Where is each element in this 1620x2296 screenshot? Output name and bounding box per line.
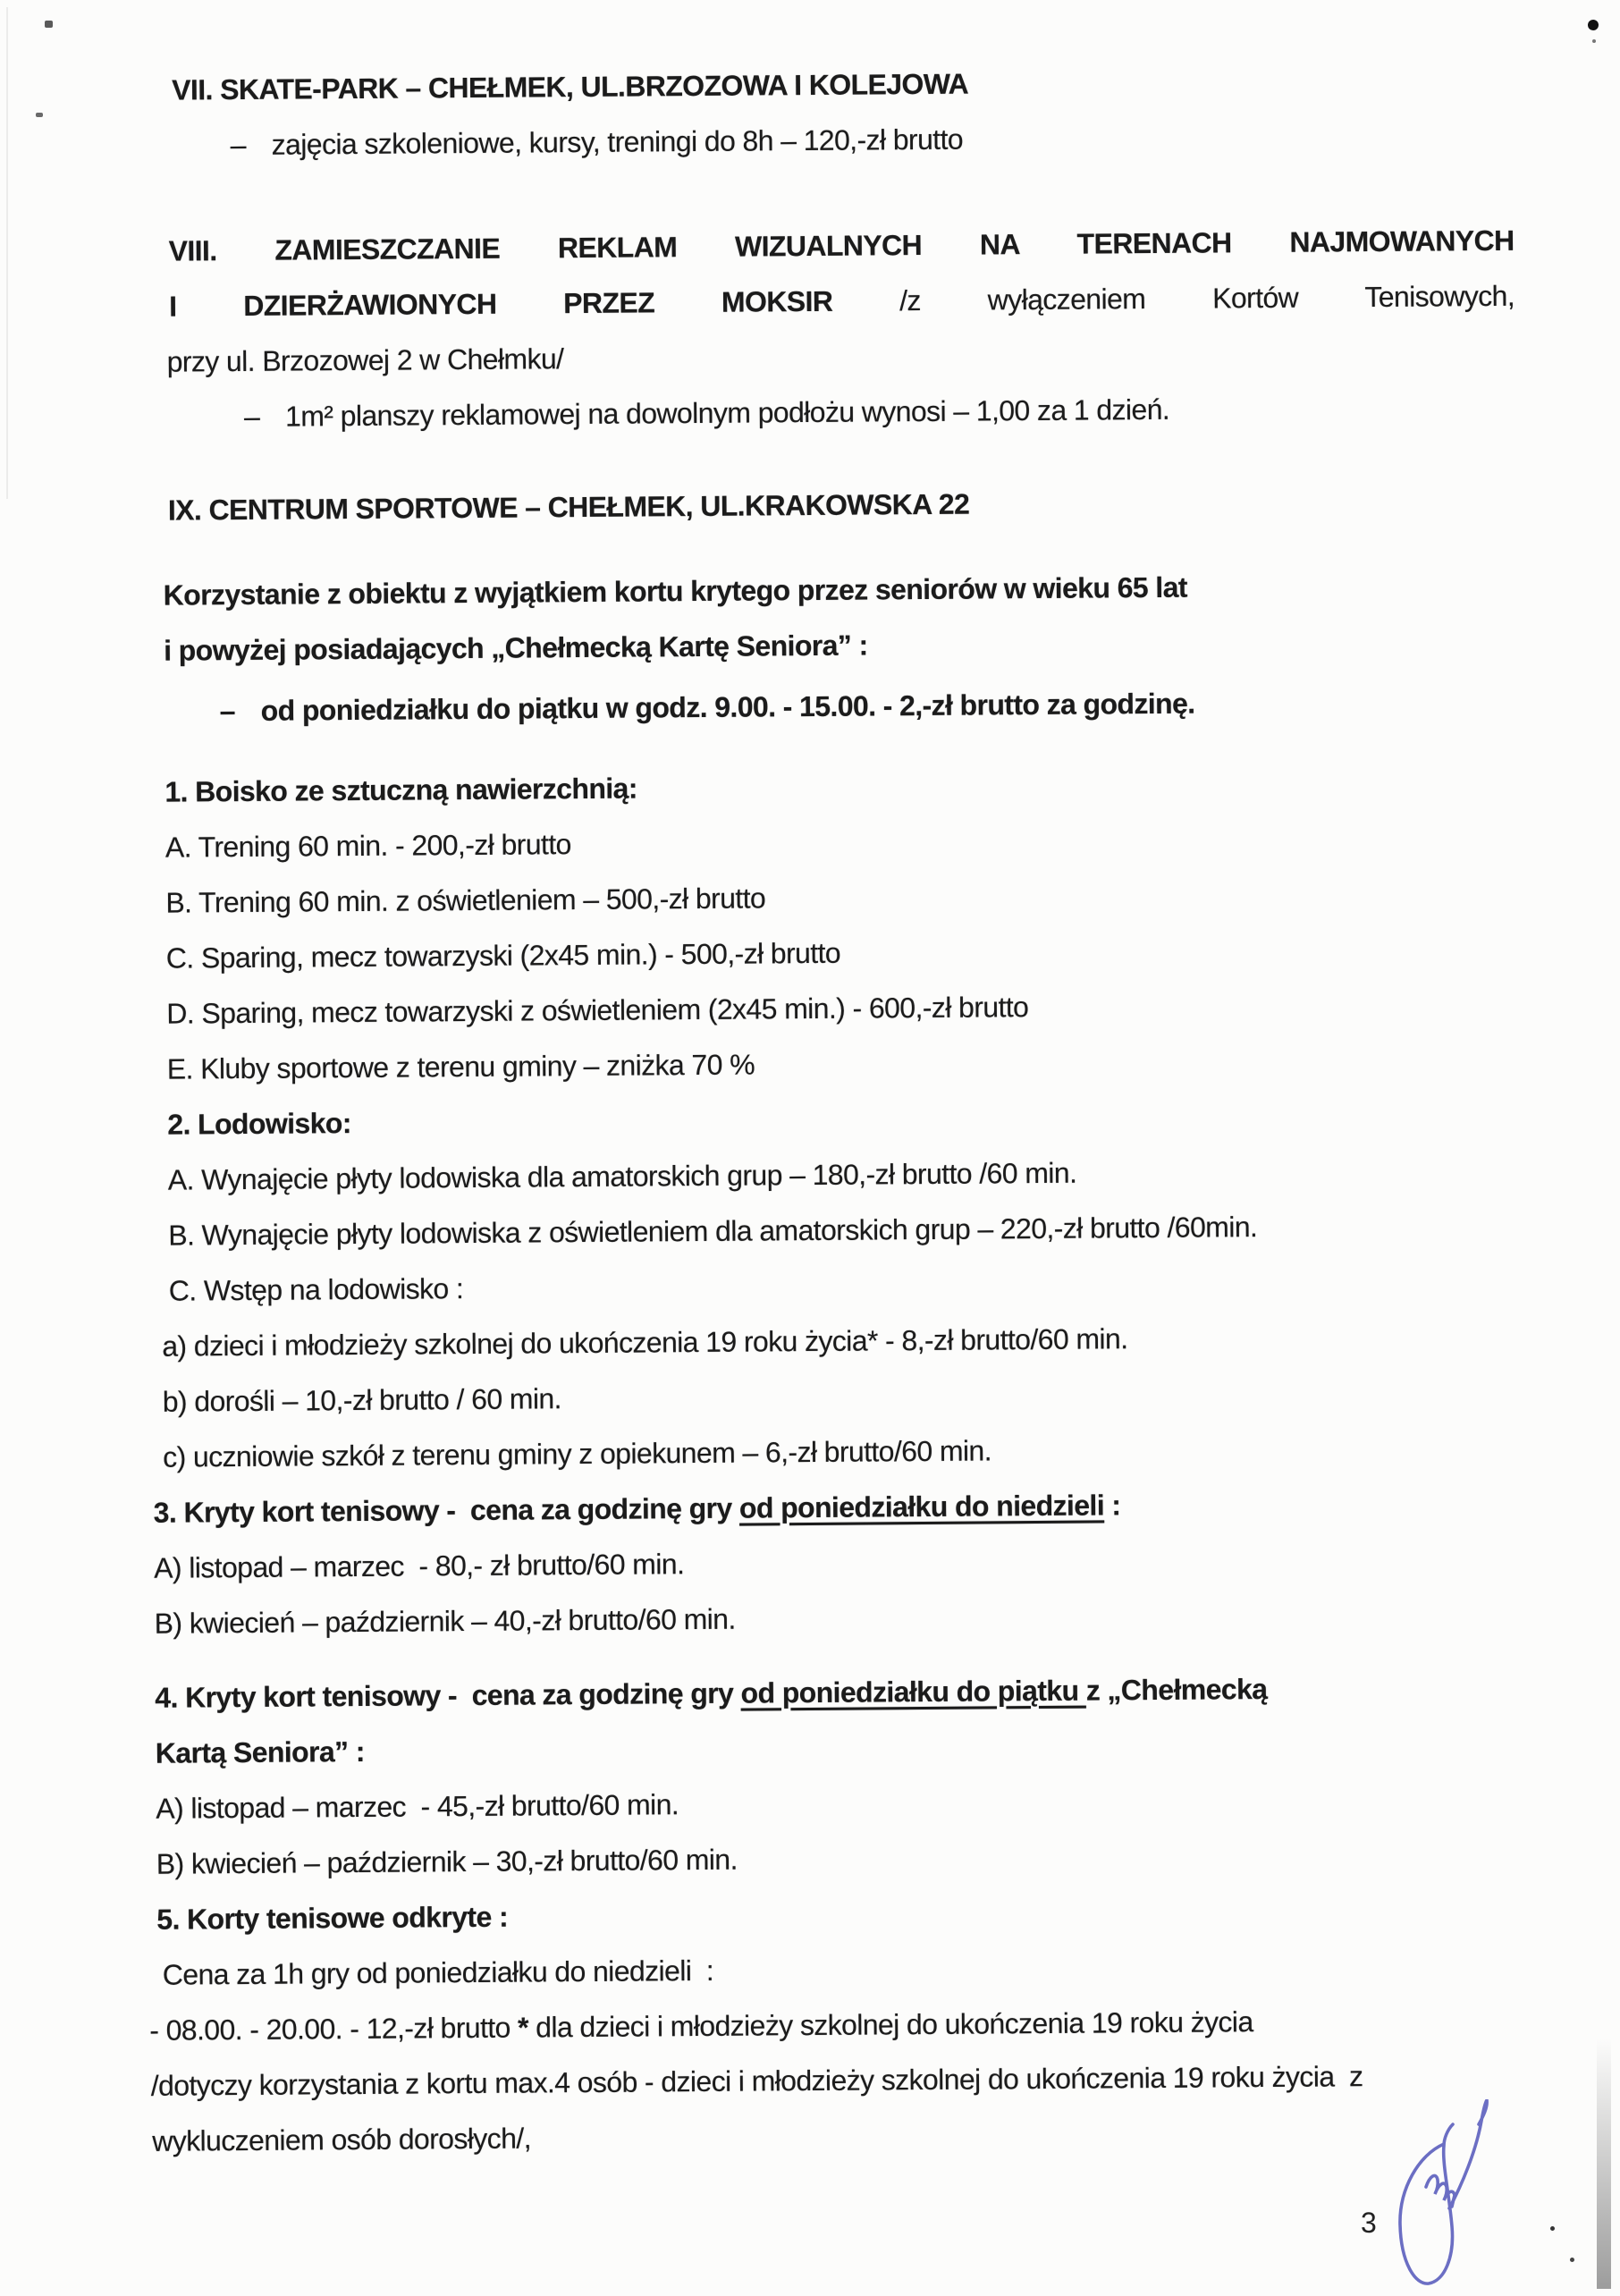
list4-item-a: A) listopad – marzec - 45,-zł brutto/60 min.	[156, 1788, 679, 1825]
list4-heading-line2: Kartą Seniora” :	[155, 1735, 365, 1769]
list5-heading: 5. Korty tenisowe odkryte :	[156, 1900, 509, 1936]
list2-subitem-a: a) dzieci i młodzieży szkolnej do ukończenia 19 roku życia* - 8,-zł brutto/60 min.	[162, 1322, 1128, 1363]
list5-line2-post: dla dzieci i młodzieży szkolnej do ukończenia 19 roku życia	[527, 2005, 1253, 2044]
list3-item-b: B) kwiecień – październik – 40,-zł brutto/60 min.	[154, 1602, 736, 1640]
list4-heading-pre: 4. Kryty kort tenisowy - cena za godzinę gry	[155, 1676, 741, 1714]
list3-heading-pre: 3. Kryty kort tenisowy - cena za godzinę gry	[153, 1491, 740, 1529]
scan-crease-line	[6, 7, 8, 499]
ix-intro-line1: Korzystanie z obiektu z wyjątkiem kortu krytego przez seniorów w wieku 65 lat	[163, 570, 1188, 612]
viii-bullet-item	[244, 378, 1616, 444]
list2-subitem-c: c) uczniowie szkół z terenu gminy z opiekunem – 6,-zł brutto/60 min.	[163, 1434, 992, 1473]
list4-item-b: B) kwiecień – październik – 30,-zł brutto/60 min.	[156, 1843, 738, 1880]
ink-speck	[1550, 2226, 1555, 2231]
list1-item-d: D. Sparing, mecz towarzyski z oświetleniem (2x45 min.) - 600,-zł brutto	[166, 991, 1029, 1030]
heading-viii-line2-rest: /z wyłączeniem Kortów Tenisowych,	[899, 279, 1515, 317]
list2-item-a: A. Wynajęcie płyty lodowiska dla amatorskich grup – 180,-zł brutto /60 min.	[167, 1156, 1077, 1196]
list3-item-a: A) listopad – marzec - 80,- zł brutto/60 min.	[154, 1548, 685, 1584]
list5-line2-pre: - 08.00. - 20.00. - 12,-zł brutto	[149, 2011, 519, 2047]
list2-heading: 2. Lodowisko:	[167, 1107, 351, 1141]
ix-intro-line2: i powyżej posiadających „Chełmecką Kartę Seniora” :	[163, 629, 868, 667]
heading-viii-line2	[169, 268, 1515, 334]
list5-line3: /dotyczy korzystania z kortu max.4 osób - dzieci i młodzieży szkolnej do ukończenia 19 roku życia z	[150, 2060, 1363, 2102]
list4-heading-underlined: od poniedziałku do piątku	[740, 1674, 1086, 1709]
list3-heading-post: :	[1103, 1489, 1121, 1522]
list1-item-b: B. Trening 60 min. z oświetleniem – 500,-zł brutto	[165, 882, 766, 919]
viii-bullet-text: 1m² planszy reklamowej na dowolnym podłożu wynosi – 1,00 za 1 dzień.	[284, 393, 1170, 433]
scan-edge-shadow	[1597, 2039, 1611, 2289]
viii-line3: przy ul. Brzozowej 2 w Chełmku/	[166, 342, 564, 378]
ink-speck	[1570, 2258, 1574, 2262]
heading-vii: VII. SKATE-PARK – CHEŁMEK, UL.BRZOZOWA I KOLEJOWA	[172, 67, 969, 106]
bullet-dash: –	[243, 400, 260, 433]
heading-viii-line1: VIII. ZAMIESZCZANIE REKLAM WIZUALNYCH NA TERENACH NAJMOWANYCH	[168, 224, 1515, 267]
vii-bullet-text: zajęcia szkoleniowe, kursy, treningi do 8h – 120,-zł brutto	[271, 122, 964, 161]
bullet-dash: –	[219, 695, 236, 728]
list5-line1: Cena za 1h gry od poniedziałku do niedzieli :	[162, 1954, 714, 1991]
heading-viii-line2-bold: I DZIERŻAWIONYCH PRZEZ MOKSIR	[168, 284, 833, 323]
list2-item-b: B. Wynajęcie płyty lodowiska z oświetleniem dla amatorskich grup – 220,-zł brutto /60min.	[168, 1211, 1258, 1252]
vii-bullet-item	[230, 106, 1613, 173]
list4-heading-post: z „Chełmecką	[1085, 1673, 1268, 1707]
ink-speck	[1592, 39, 1596, 43]
bullet-dash: –	[230, 128, 247, 162]
signature-initials	[1388, 2099, 1576, 2296]
ink-speck	[36, 113, 43, 117]
list1-item-c: C. Sparing, mecz towarzyski (2x45 min.) - 500,-zł brutto	[165, 936, 841, 975]
page-number: 3	[1361, 2207, 1377, 2239]
heading-ix: IX. CENTRUM SPORTOWE – CHEŁMEK, UL.KRAKOWSKA 22	[167, 487, 970, 527]
asterisk-footnote-marker: *	[517, 2011, 529, 2044]
list1-item-e: E. Kluby sportowe z terenu gminy – zniżka 70 %	[166, 1048, 755, 1085]
ix-bullet-text: od poniedziałku do piątku w godz. 9.00. - 15.00. - 2,-zł brutto za godzinę.	[260, 687, 1195, 727]
list2-item-c: C. Wstęp na lodowisko :	[168, 1272, 464, 1307]
list5-line4: wykluczeniem osób dorosłych/,	[152, 2122, 532, 2157]
list2-subitem-b: b) dorośli – 10,-zł brutto / 60 min.	[162, 1382, 562, 1418]
list3-heading-underlined: od poniedziałku do niedzieli	[738, 1489, 1105, 1524]
list1-heading: 1. Boisko ze sztuczną nawierzchnią:	[165, 772, 638, 808]
list1-item-a: A. Trening 60 min. - 200,-zł brutto	[165, 828, 571, 864]
ink-speck	[1588, 20, 1599, 30]
ink-speck	[45, 21, 53, 28]
ix-bullet-item	[219, 672, 1617, 739]
